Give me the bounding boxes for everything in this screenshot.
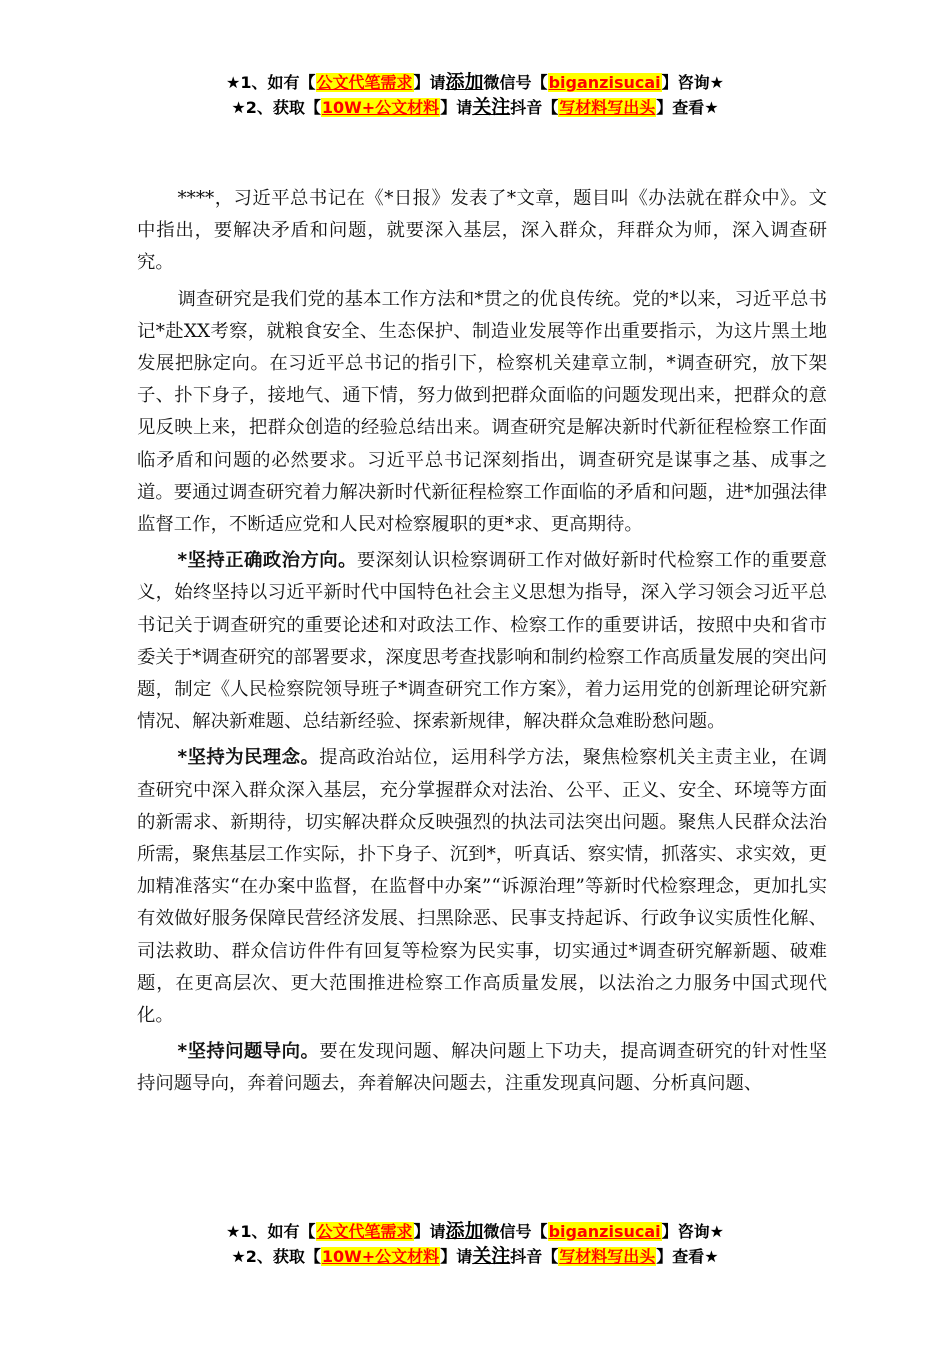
promo-text: 】请 bbox=[440, 1247, 473, 1266]
promo-line-2 bbox=[0, 1244, 950, 1269]
promo-emphasis: 添加 bbox=[445, 1220, 484, 1242]
paragraph-lead: *坚持问题导向。 bbox=[177, 1041, 320, 1063]
promo-text: 】请 bbox=[413, 73, 446, 92]
promo-highlight: 10W+公文材料 bbox=[321, 98, 440, 117]
promo-text: 】查看★ bbox=[656, 1247, 719, 1266]
promo-text: 抖音【 bbox=[510, 98, 559, 117]
paragraph-text: 提高政治站位，运用科学方法，聚焦检察机关主责主业，在调查研究中深入群众深入基层，充分掌握群众对法治、公平、正义、安全、环境等方面的新需求、新期待，切实解决群众反映强烈的执法司法突出问题。聚焦人民群众法治所需，聚焦基层工作实际，扑下身子、沉到*，听真话、察实情，抓落实、求实效，更加精准落实“在办案中监督，在监督中办案”“诉源治理”等新时代检察理念，更加扎实有效做好服务保障民营经济发展、扫黑除恶、民事支持起诉、行政争议实质性化解、司法救助、群众信访件件有回复等检察为民实事，切实通过*调查研究解新题、破难题，在更高层次、更大范围推进检察工作高质量发展，以法治之力服务中国式现代化。 bbox=[137, 747, 827, 1027]
promo-highlight: 公文代笔需求 bbox=[316, 73, 413, 92]
footer-promo-banner bbox=[0, 1219, 950, 1269]
header-promo-banner bbox=[0, 70, 950, 120]
promo-text: ★2、获取【 bbox=[231, 1247, 321, 1266]
paragraph-text: 要在发现问题、解决问题上下功夫，提高调查研究的针对性坚持问题导向，奔着问题去，奔着解决问题去，注重发现真问题、分析真问题、 bbox=[137, 1041, 827, 1095]
promo-text: 】查看★ bbox=[656, 98, 719, 117]
paragraph bbox=[137, 1036, 827, 1100]
promo-text: 】咨询★ bbox=[661, 1222, 724, 1241]
promo-text: 抖音【 bbox=[510, 1247, 559, 1266]
promo-emphasis: 关注 bbox=[472, 1245, 511, 1267]
paragraph bbox=[137, 742, 827, 1032]
promo-highlight: 写材料写出头 bbox=[559, 1247, 656, 1266]
promo-line-2 bbox=[0, 95, 950, 120]
promo-line-1 bbox=[0, 1219, 950, 1244]
promo-highlight: 公文代笔需求 bbox=[316, 1222, 413, 1241]
promo-highlight: 10W+公文材料 bbox=[321, 1247, 440, 1266]
paragraph-lead: *坚持正确政治方向。 bbox=[177, 550, 357, 572]
promo-text: 】咨询★ bbox=[661, 73, 724, 92]
promo-highlight: biganzisucai bbox=[548, 73, 661, 92]
paragraph bbox=[137, 545, 827, 738]
promo-text: ★1、如有【 bbox=[226, 1222, 316, 1241]
promo-highlight: 写材料写出头 bbox=[559, 98, 656, 117]
paragraph: 调查研究是我们党的基本工作方法和*贯之的优良传统。党的*以来，习近平总书记*赴XX考察，就粮食安全、生态保护、制造业发展等作出重要指示，为这片黑土地发展把脉定向。在习近平总书记的指引下，检察机关建章立制，*调查研究，放下架子、扑下身子，接地气、通下情，努力做到把群众面临的问题发现出来，把群众的意见反映上来，把群众创造的经验总结出来。调查研究是解决新时代新征程检察工作面临矛盾和问题的必然要求。习近平总书记深刻指出，调查研究是谋事之基、成事之道。要通过调查研究着力解决新时代新征程检察工作面临的矛盾和问题，进*加强法律监督工作，不断适应党和人民对检察履职的更*求、更高期待。 bbox=[137, 288, 827, 536]
document-body bbox=[137, 183, 827, 1105]
promo-line-1 bbox=[0, 70, 950, 95]
promo-text: ★2、获取【 bbox=[231, 98, 321, 117]
promo-text: 】请 bbox=[440, 98, 473, 117]
promo-text: 】请 bbox=[413, 1222, 446, 1241]
promo-text: ★1、如有【 bbox=[226, 73, 316, 92]
paragraph-lead: *坚持为民理念。 bbox=[177, 747, 320, 769]
promo-text: 微信号【 bbox=[483, 73, 548, 92]
promo-highlight: biganzisucai bbox=[548, 1222, 661, 1241]
promo-emphasis: 添加 bbox=[445, 71, 484, 93]
promo-emphasis: 关注 bbox=[472, 96, 511, 118]
promo-text: 微信号【 bbox=[483, 1222, 548, 1241]
paragraph-text: 要深刻认识检察调研工作对做好新时代检察工作的重要意义，始终坚持以习近平新时代中国特色社会主义思想为指导，深入学习领会习近平总书记关于调查研究的重要论述和对政法工作、检察工作的重要讲话，按照中央和省市委关于*调查研究的部署要求，深度思考查找影响和制约检察工作高质量发展的突出问题，制定《人民检察院领导班子*调查研究工作方案》，着力运用党的创新理论研究新情况、解决新难题、总结新经验、探索新规律，解决群众急难盼愁问题。 bbox=[137, 550, 827, 733]
paragraph: ****，习近平总书记在《*日报》发表了*文章，题目叫《办法就在群众中》。文中指出，要解决矛盾和问题，就要深入基层，深入群众，拜群众为师，深入调查研究。 bbox=[137, 188, 827, 274]
